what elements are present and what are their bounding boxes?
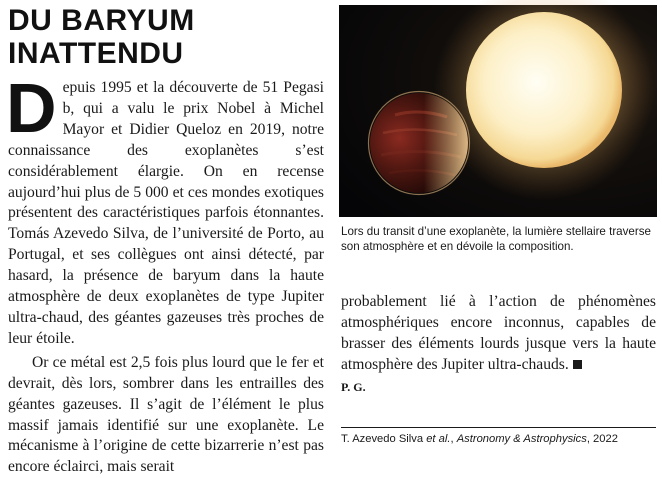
headline xyxy=(8,4,328,70)
figure-caption: Lors du transit d’une exoplanète, la lumière stellaire traverse son atmosphère et en dévoile la composition. xyxy=(341,225,651,253)
drop-cap: D xyxy=(6,69,57,147)
reference-divider xyxy=(341,427,656,428)
article-column-left xyxy=(6,69,324,478)
reference-authors: T. Azevedo Silva xyxy=(341,433,427,445)
headline-line-1: DU BARYUM xyxy=(8,4,195,37)
article-paragraph-1 xyxy=(6,69,324,350)
reference-journal: Astronomy & Astrophysics xyxy=(456,433,587,445)
article-paragraph-3: probablement lié à l’action de phénomènes atmosphériques encore inconnus, capables de brasser des éléments lourds jusque vers la haute atmosphère des Jupiter ultra-chauds. xyxy=(341,293,656,373)
headline-line-2: INATTENDU xyxy=(8,37,184,70)
article-paragraph-1-text: epuis 1995 et la découverte de 51 Pegasi b, qui a valu le prix Nobel à Michel Mayor et Didier Queloz en 2019, notre connaissance des exoplanètes s’est considérablement élargie. On en recense aujourd’hui plus de 5 000 et ces mondes exotiques présentent des caractéristiques parfois étonnantes. Tomás Azevedo Silva, de l’université de Porto, au Portugal, et ses collègues ont ainsi détecté, par hasard, la présence de baryum dans la haute atmosphère de deux exoplanètes de type Jupiter ultra-chaud, des géantes gazeuses très proches de leur étoile. xyxy=(8,79,324,347)
article-paragraph-2: Or ce métal est 2,5 fois plus lourd que le fer et devrait, dès lors, sombrer dans les entrailles des géantes gazeuses. Il s’agit de l’élément le plus massif jamais identifié sur une exoplanète. Le mécanisme à l’origine de cette bizarrerie n’est pas encore éclairci, mais serait xyxy=(8,353,324,476)
reference-etal: et al. xyxy=(426,433,451,445)
reference-citation xyxy=(341,432,659,446)
article-column-right xyxy=(341,292,656,376)
reference-year: , 2022 xyxy=(586,433,618,445)
exoplanet-transit-illustration xyxy=(339,5,657,217)
reference-separator: , xyxy=(450,433,457,445)
author-initials: P. G. xyxy=(341,380,366,394)
end-of-article-square-icon xyxy=(573,360,582,369)
